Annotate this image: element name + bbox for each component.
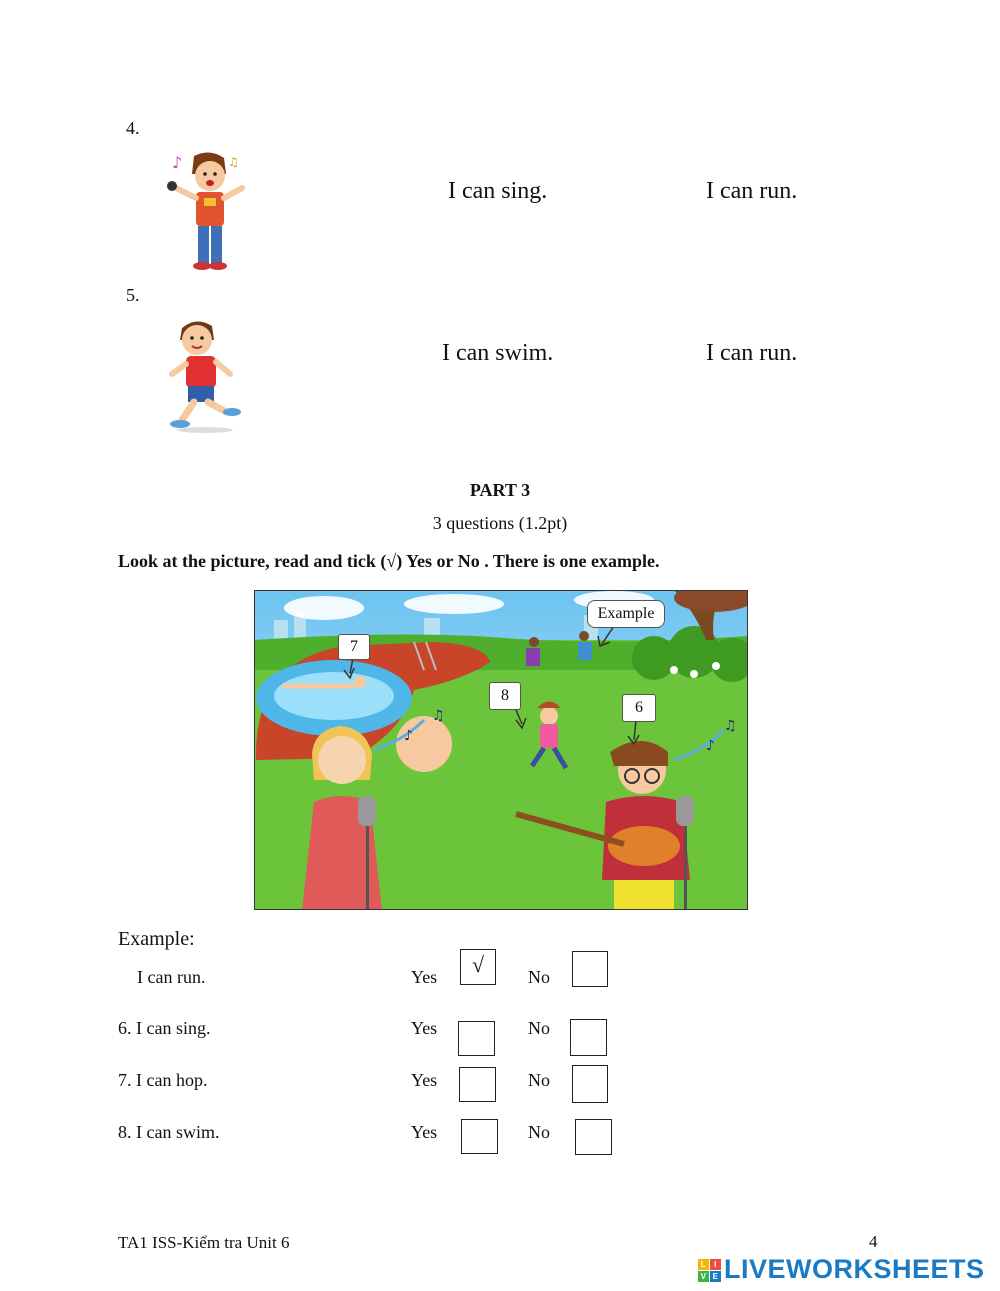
question-4-number: 4. bbox=[126, 118, 140, 138]
question-7-yes-box[interactable] bbox=[459, 1067, 496, 1102]
footer-title: TA1 ISS-Kiểm tra Unit 6 bbox=[118, 1233, 290, 1252]
question-8-yes-label: Yes bbox=[411, 1122, 438, 1142]
svg-text:♫: ♫ bbox=[228, 155, 239, 169]
question-6-no-label: No bbox=[528, 1018, 550, 1038]
question-6-yes-box[interactable] bbox=[458, 1021, 495, 1056]
page-number: 4 bbox=[869, 1232, 878, 1251]
picture-border bbox=[254, 590, 748, 910]
question-6-no-box[interactable] bbox=[570, 1019, 607, 1056]
example-heading: Example: bbox=[118, 928, 195, 950]
question-5-option-run[interactable]: I can run. bbox=[706, 340, 798, 366]
tick-mark: √ bbox=[471, 952, 485, 977]
question-5-option-swim[interactable]: I can swim. bbox=[442, 340, 554, 366]
picture-label-7: 7 bbox=[338, 634, 370, 660]
boy-singing-image bbox=[158, 148, 250, 272]
picture-label-example: Example bbox=[587, 600, 665, 628]
part-3-subtitle: 3 questions (1.2pt) bbox=[432, 513, 568, 533]
liveworksheets-logo-icon: L I V E bbox=[698, 1259, 721, 1282]
svg-text:♪: ♪ bbox=[706, 738, 715, 754]
question-4-option-run[interactable]: I can run. bbox=[706, 178, 798, 204]
question-6-text: 6. I can sing. bbox=[118, 1018, 211, 1038]
question-8-no-label: No bbox=[528, 1122, 550, 1142]
question-5-number: 5. bbox=[126, 285, 140, 305]
example-no-box[interactable] bbox=[572, 951, 608, 987]
question-8-no-box[interactable] bbox=[575, 1119, 612, 1155]
question-8-yes-box[interactable] bbox=[461, 1119, 498, 1154]
example-yes-label: Yes bbox=[411, 967, 438, 987]
part-3-instruction: Look at the picture, read and tick (√) Yes or No . There is one example. bbox=[118, 551, 660, 571]
part-3-title: PART 3 bbox=[469, 480, 531, 500]
picture-label-6: 6 bbox=[622, 694, 656, 722]
question-7-no-label: No bbox=[528, 1070, 550, 1090]
example-no-label: No bbox=[528, 967, 550, 987]
picture-label-8: 8 bbox=[489, 682, 521, 710]
question-8-text: 8. I can swim. bbox=[118, 1122, 220, 1142]
svg-text:♫: ♫ bbox=[432, 708, 445, 724]
svg-text:♪: ♪ bbox=[172, 153, 183, 172]
svg-text:♪: ♪ bbox=[404, 728, 413, 744]
boy-running-image bbox=[160, 316, 250, 436]
question-6-yes-label: Yes bbox=[411, 1018, 438, 1038]
question-7-text: 7. I can hop. bbox=[118, 1070, 208, 1090]
question-4-option-sing[interactable]: I can sing. bbox=[448, 178, 548, 204]
example-row-text: I can run. bbox=[137, 967, 206, 987]
liveworksheets-logo[interactable] bbox=[698, 1254, 985, 1285]
example-yes-box[interactable] bbox=[460, 949, 496, 985]
liveworksheets-logo-text: LIVEWORKSHEETS bbox=[724, 1254, 985, 1284]
svg-text:♫: ♫ bbox=[724, 718, 737, 734]
question-7-yes-label: Yes bbox=[411, 1070, 438, 1090]
question-7-no-box[interactable] bbox=[572, 1065, 608, 1103]
